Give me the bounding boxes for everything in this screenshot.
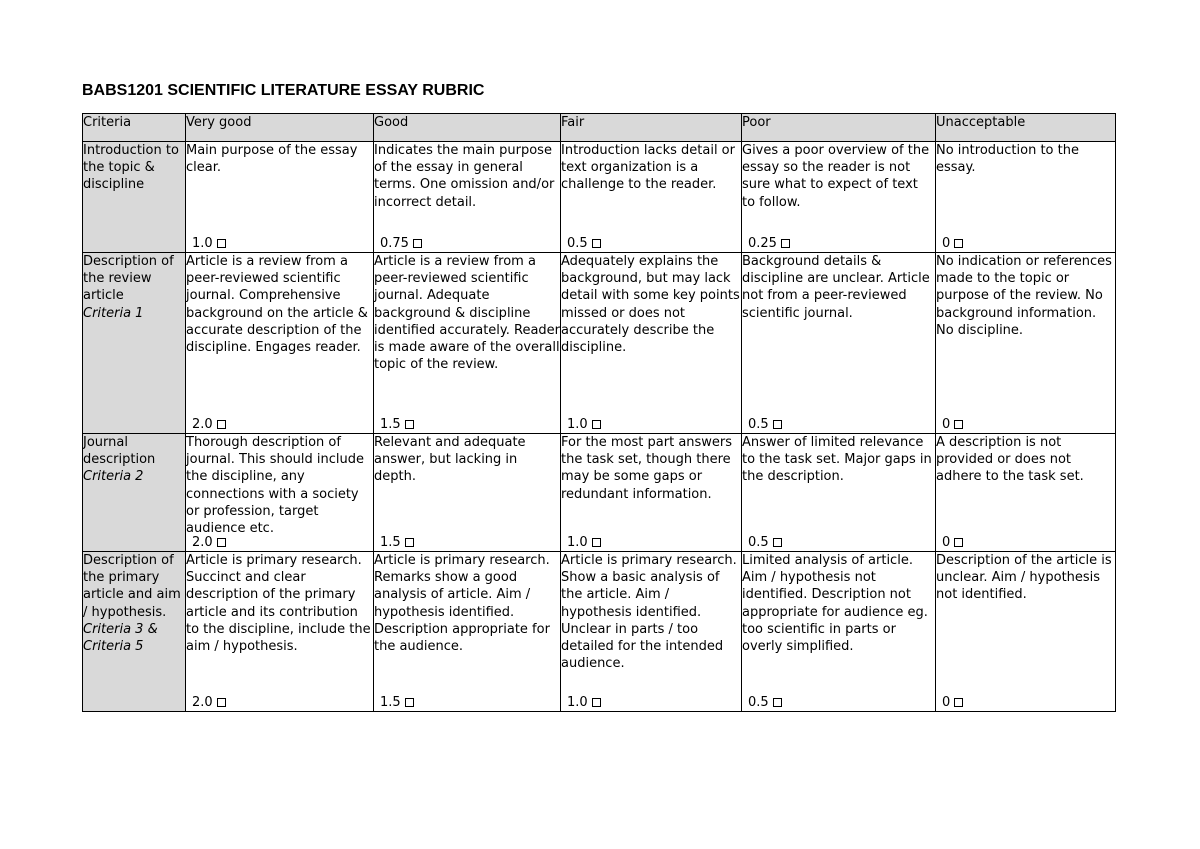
rating-description: For the most part answers the task set, though there may be some gaps or redundant information.	[561, 435, 733, 502]
score-value: 1.5	[380, 694, 401, 710]
criteria-label: Description of the review article	[83, 254, 174, 304]
criteria-reference: Criteria 1	[83, 305, 144, 321]
score-value: 0.5	[567, 235, 588, 251]
score-value: 2.0	[192, 416, 213, 432]
checkbox[interactable]	[405, 538, 414, 547]
score-value: 1.0	[567, 534, 588, 550]
rating-description: Article is a review from a peer-reviewed scientific journal. Comprehensive background on the article & accurate description of the discipline. Engages reader.	[186, 254, 368, 356]
page-title: BABS1201 SCIENTIFIC LITERATURE ESSAY RUBRIC	[82, 82, 485, 99]
rating-cell-good	[374, 434, 561, 552]
score-value: 0	[942, 416, 951, 432]
rating-description: Adequately explains the background, but may lack detail with some key points missed or does not accurately describe the discipline.	[561, 254, 740, 356]
score-value: 0.5	[748, 416, 769, 432]
rating-description: Article is primary research. Remarks show a good analysis of article. Aim / hypothesis identified. Description appropriate for the audience.	[374, 553, 550, 655]
rating-cell-very-good	[186, 434, 374, 552]
checkbox[interactable]	[954, 239, 963, 248]
rating-cell-poor	[742, 142, 936, 253]
score-value: 1.5	[380, 534, 401, 550]
rating-cell-very-good	[186, 142, 374, 253]
criteria-label: Description of the primary article and aim / hypothesis.	[83, 553, 181, 620]
table-row	[83, 552, 1116, 712]
table-row	[83, 253, 1116, 434]
header-very-good: Very good	[186, 114, 374, 142]
score-value: 1.5	[380, 416, 401, 432]
rating-cell-good	[374, 552, 561, 712]
checkbox[interactable]	[405, 420, 414, 429]
score-value: 0.25	[748, 235, 777, 251]
rubric-table	[82, 113, 1116, 712]
rating-cell-very-good	[186, 253, 374, 434]
checkbox[interactable]	[954, 698, 963, 707]
score-value: 1.0	[192, 235, 213, 251]
checkbox[interactable]	[592, 538, 601, 547]
rating-description: Relevant and adequate answer, but lacking in depth.	[374, 435, 526, 485]
criteria-label: Journal description	[83, 435, 156, 468]
header-row	[83, 114, 1116, 142]
rating-cell-poor	[742, 434, 936, 552]
checkbox[interactable]	[413, 239, 422, 248]
rating-cell-fair	[561, 434, 742, 552]
score-value: 0.75	[380, 235, 409, 251]
rating-cell-fair	[561, 142, 742, 253]
header-good: Good	[374, 114, 561, 142]
rating-description: Background details & discipline are unclear. Article not from a peer-reviewed scientific journal.	[742, 254, 930, 321]
rating-description: Thorough description of journal. This should include the discipline, any connections with a society or profession, target audience etc.	[186, 435, 365, 537]
score-value: 1.0	[567, 416, 588, 432]
checkbox[interactable]	[954, 538, 963, 547]
rating-cell-unacceptable	[936, 142, 1116, 253]
score-value: 0	[942, 534, 951, 550]
rating-description: No introduction to the essay.	[936, 143, 1079, 176]
rating-cell-very-good	[186, 552, 374, 712]
rating-cell-poor	[742, 552, 936, 712]
checkbox[interactable]	[592, 698, 601, 707]
criteria-reference: Criteria 2	[83, 469, 144, 485]
rating-cell-good	[374, 142, 561, 253]
rating-cell-unacceptable	[936, 552, 1116, 712]
header-poor: Poor	[742, 114, 936, 142]
criteria-reference: Criteria 3 & Criteria 5	[83, 621, 158, 655]
rating-cell-good	[374, 253, 561, 434]
table-row	[83, 142, 1116, 253]
rating-description: Limited analysis of article. Aim / hypothesis not identified. Description not appropriate for audience eg. too scientific in parts or overly simplified.	[742, 553, 928, 655]
checkbox[interactable]	[773, 698, 782, 707]
score-value: 2.0	[192, 694, 213, 710]
checkbox[interactable]	[592, 420, 601, 429]
criteria-label: Introduction to the topic & discipline	[83, 143, 179, 193]
checkbox[interactable]	[773, 538, 782, 547]
rating-description: Gives a poor overview of the essay so the reader is not sure what to expect of text to follow.	[742, 143, 930, 210]
rating-description: Main purpose of the essay clear.	[186, 143, 358, 176]
rating-description: Description of the article is unclear. Aim / hypothesis not identified.	[936, 553, 1112, 603]
header-fair: Fair	[561, 114, 742, 142]
rating-description: Article is a review from a peer-reviewed scientific journal. Adequate background & discipline identified accurately. Reader is made aware of the overall topic of the review.	[374, 254, 561, 373]
score-value: 0	[942, 235, 951, 251]
score-value: 0.5	[748, 534, 769, 550]
header-criteria: Criteria	[83, 114, 186, 142]
criteria-cell	[83, 253, 186, 434]
rating-description: Article is primary research. Succinct and clear description of the primary article and its contribution to the discipline, include the aim / hypothesis.	[186, 553, 371, 655]
checkbox[interactable]	[773, 420, 782, 429]
checkbox[interactable]	[217, 239, 226, 248]
checkbox[interactable]	[217, 420, 226, 429]
score-value: 0.5	[748, 694, 769, 710]
criteria-cell	[83, 552, 186, 712]
rating-description: Introduction lacks detail or text organization is a challenge to the reader.	[561, 143, 735, 193]
checkbox[interactable]	[954, 420, 963, 429]
checkbox[interactable]	[592, 239, 601, 248]
table-row	[83, 434, 1116, 552]
checkbox[interactable]	[217, 698, 226, 707]
criteria-cell	[83, 142, 186, 253]
rating-cell-unacceptable	[936, 434, 1116, 552]
rating-description: Answer of limited relevance to the task set. Major gaps in the description.	[742, 435, 932, 485]
score-value: 2.0	[192, 534, 213, 550]
score-value: 0	[942, 694, 951, 710]
header-unacceptable: Unacceptable	[936, 114, 1116, 142]
rating-description: Article is primary research. Show a basic analysis of the article. Aim / hypothesis identified. Unclear in parts / too detailed for the intended audience.	[561, 553, 737, 672]
rating-cell-poor	[742, 253, 936, 434]
rating-cell-fair	[561, 253, 742, 434]
score-value: 1.0	[567, 694, 588, 710]
rating-cell-fair	[561, 552, 742, 712]
checkbox[interactable]	[217, 538, 226, 547]
rating-description: No indication or references made to the topic or purpose of the review. No background information. No discipline.	[936, 254, 1112, 338]
checkbox[interactable]	[405, 698, 414, 707]
rating-cell-unacceptable	[936, 253, 1116, 434]
checkbox[interactable]	[781, 239, 790, 248]
criteria-cell	[83, 434, 186, 552]
rating-description: Indicates the main purpose of the essay in general terms. One omission and/or incorrect detail.	[374, 143, 555, 210]
rating-description: A description is not provided or does not adhere to the task set.	[936, 435, 1084, 485]
